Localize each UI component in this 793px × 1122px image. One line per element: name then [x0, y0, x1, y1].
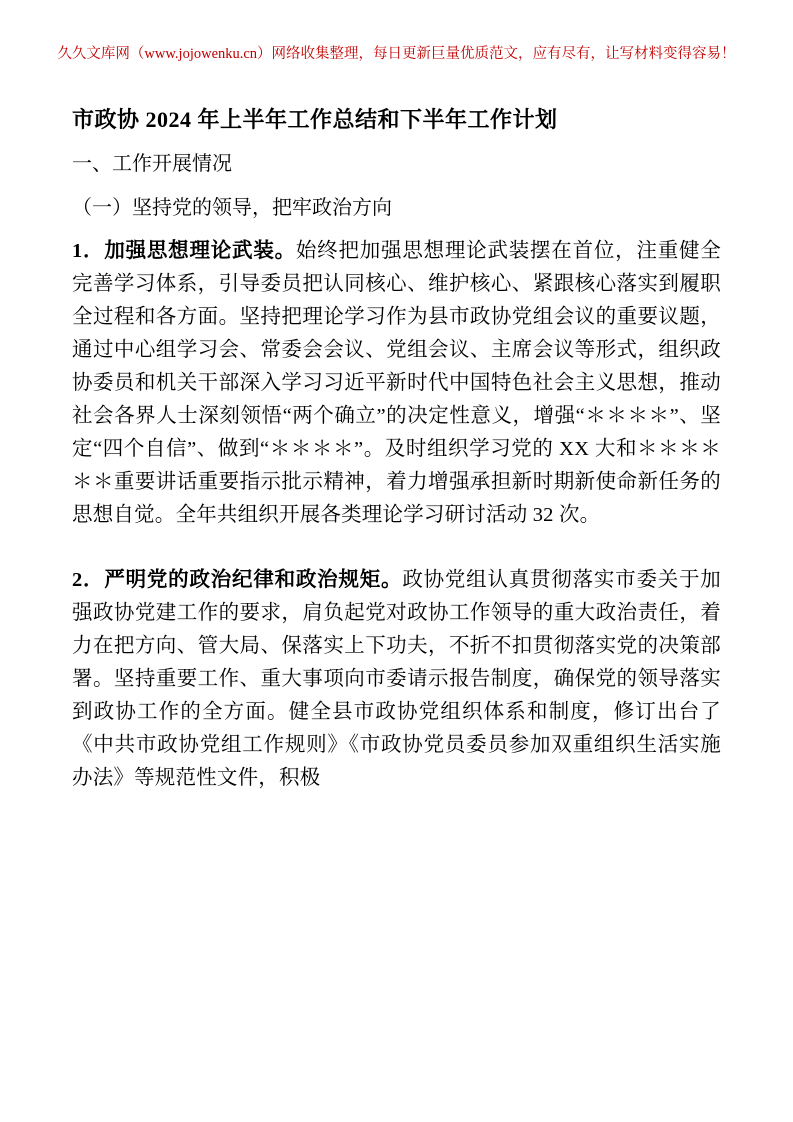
document-content [0, 108, 793, 795]
subsection-heading: （一）坚持党的领导，把牢政治方向 [72, 197, 392, 219]
document-title: 市政协 2024 年上半年工作总结和下半年工作计划 [72, 107, 558, 132]
paragraph-2-lead: 2．严明党的政治纪律和政治规矩。 [72, 569, 403, 591]
paragraph-2 [72, 564, 721, 795]
paragraph-2-body: 政协党组认真贯彻落实市委关于加强政协党建工作的要求，肩负起党对政协工作领导的重大政治责任，着力在把方向、管大局、保落实上下功夫，不折不扣贯彻落实党的决策部署。坚持重要工作、重大事项向市委请示报告制度，确保党的领导落实到政协工作的全方面。健全县市政协党组织体系和制度，修订出台了《中共市政协党组工作规则》《市政协党员委员参加双重组织生活实施办法》等规范性文件，积极 [72, 569, 722, 789]
section-heading: 一、工作开展情况 [72, 153, 232, 175]
site-watermark-notice: 久久文库网（www.jojowenku.cn）网络收集整理，每日更新巨量优质范文，应有尽有，让写材料变得容易！ [57, 46, 736, 62]
paragraph-1 [72, 235, 721, 532]
paragraph-1-lead: 1．加强思想理论武装。 [72, 240, 296, 262]
paragraph-1-body: 始终把加强思想理论武装摆在首位，注重健全完善学习体系，引导委员把认同核心、维护核心、紧跟核心落实到履职全过程和各方面。坚持把理论学习作为县市政协党组会议的重要议题，通过中心组学习会、常委会会议、党组会议、主席会议等形式，组织政协委员和机关干部深入学习习近平新时代中国特色社会主义思想，推动社会各界人士深刻领悟“两个确立”的决定性意义，增强“＊＊＊＊”、坚定“四个自信”、做到“＊＊＊＊”。及时组织学习党的 XX 大和＊＊＊＊＊＊重要讲话重要指示批示精神，着力增强承担新时期新使命新任务的思想自觉。全年共组织开展各类理论学习研讨活动 32 次。 [72, 240, 722, 526]
